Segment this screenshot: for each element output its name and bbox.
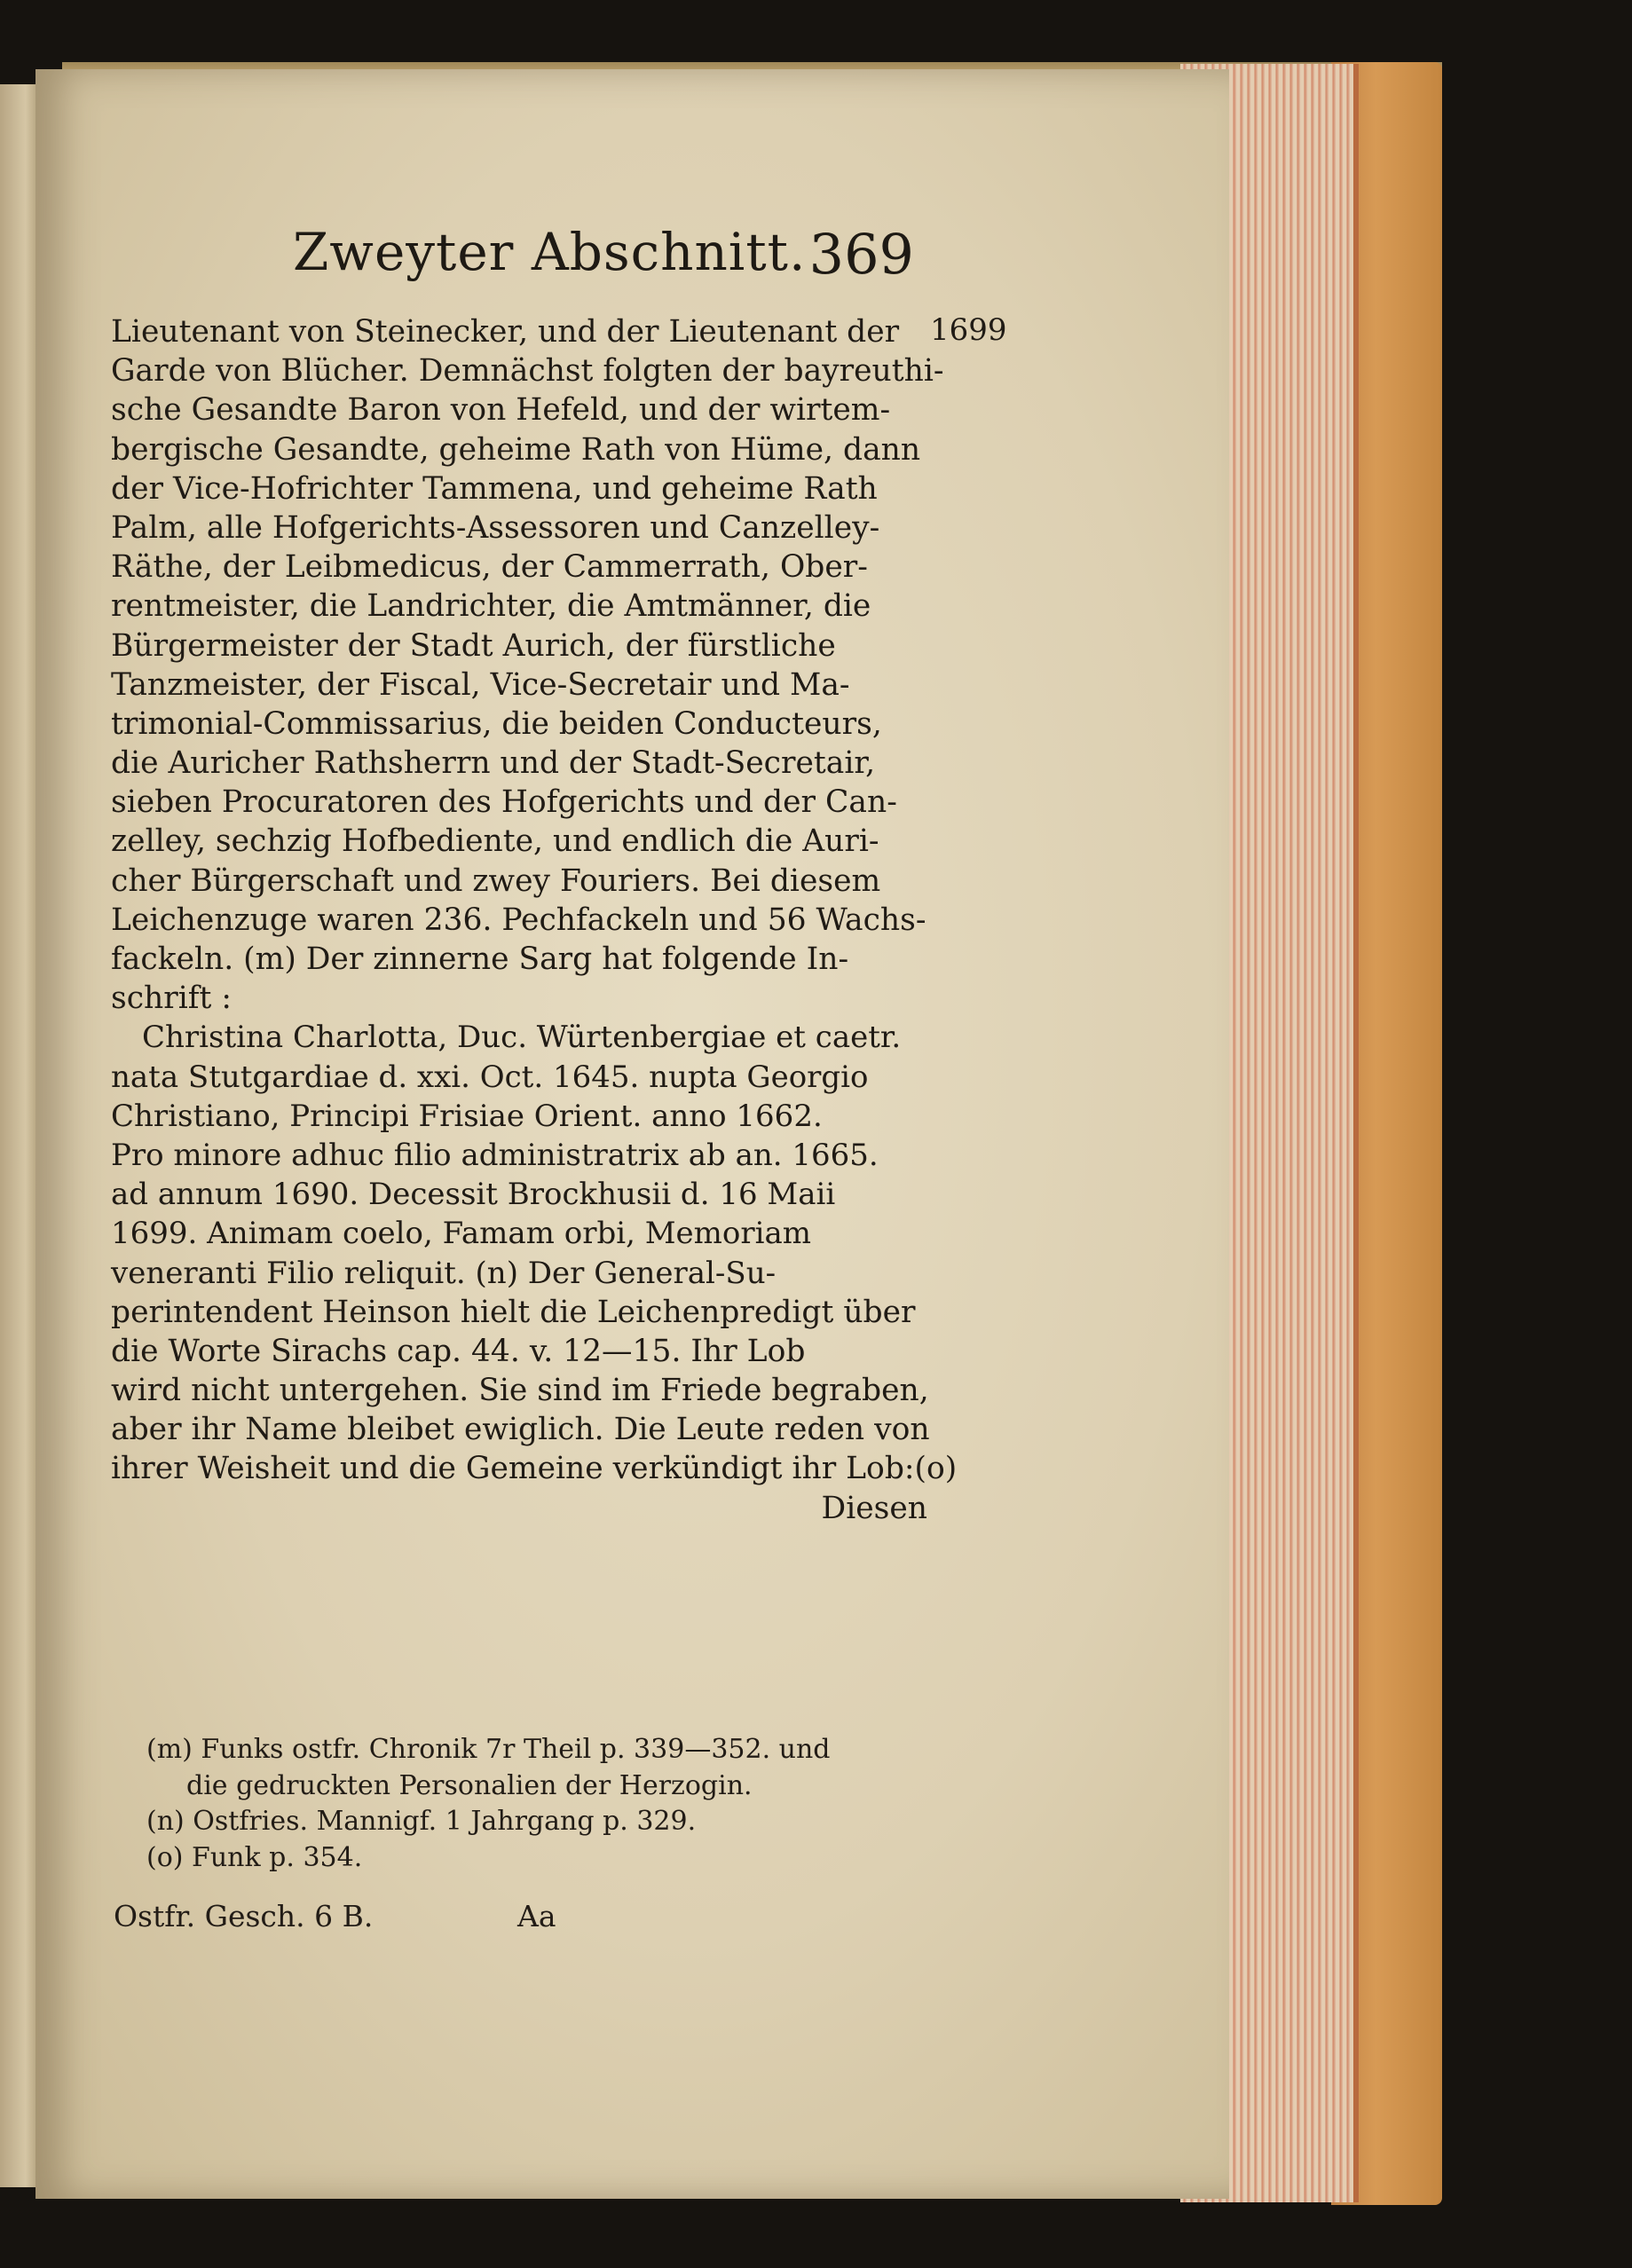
printer-signature <box>114 1899 611 1943</box>
text-line: sche Gesandte Baron von Hefeld, und der wirtem- <box>111 392 891 429</box>
signature-mark: Aa <box>517 1899 556 1933</box>
text-line: der Vice-Hofrichter Tammena, und geheime Rath <box>111 470 878 507</box>
text-line: Räthe, der Leibmedicus, der Cammerrath, Ober- <box>111 549 868 586</box>
text-line: cher Bürgerschaft und zwey Fouriers. Bei diesem <box>111 862 881 899</box>
text-line: rentmeister, die Landrichter, die Amtmänner, die <box>111 588 871 625</box>
text-line: Lieutenant von Steinecker, und der Lieutenant der <box>111 314 900 350</box>
main-text <box>111 312 958 1528</box>
text-line: Leichenzuge waren 236. Pechfackeln und 56 Wachs- <box>111 902 926 938</box>
inscription-line: 1699. Animam coelo, Famam orbi, Memoriam <box>111 1216 811 1252</box>
footnote-line: die gedruckten Personalien der Herzogin. <box>186 1769 753 1801</box>
signature-text: Ostfr. Gesch. 6 B. <box>114 1899 374 1933</box>
text-line: aber ihr Name bleibet ewiglich. Die Leute reden von <box>111 1412 930 1448</box>
text-line: trimonial-Commissarius, die beiden Conducteurs, <box>111 705 882 742</box>
text-line: wird nicht untergehen. Sie sind im Friede begraben, <box>111 1373 929 1409</box>
page-header <box>293 222 914 293</box>
text-line: Garde von Blücher. Demnächst folgten der bayreuthi- <box>111 353 944 390</box>
inscription-line: nata Stutgardiae d. xxi. Oct. 1645. nupta Georgio <box>111 1059 869 1095</box>
text-line: Palm, alle Hofgerichts-Assessoren und Canzelley- <box>111 509 880 546</box>
footnote-line: (n) Ostfries. Mannigf. 1 Jahrgang p. 329. <box>146 1806 697 1837</box>
footnote-line: (o) Funk p. 354. <box>146 1841 363 1873</box>
margin-note-year: 1699 <box>930 312 1007 348</box>
page-number: 369 <box>808 222 914 287</box>
text-line: fackeln. (m) Der zinnerne Sarg hat folgende In- <box>111 941 849 977</box>
footnotes <box>146 1732 927 1876</box>
text-line: Tanzmeister, der Fiscal, Vice-Secretair und Ma- <box>111 666 850 703</box>
catchword: Diesen <box>821 1490 927 1526</box>
text-line: perintendent Heinson hielt die Leichenpredigt über <box>111 1294 916 1330</box>
inscription-line: veneranti Filio reliquit. (n) Der General-Su- <box>111 1255 777 1291</box>
text-line: bergische Gesandte, geheime Rath von Hüme, dann <box>111 431 921 468</box>
text-line: die Auricher Rathsherrn und der Stadt-Secretair, <box>111 745 876 782</box>
inscription-line: Christiano, Principi Frisiae Orient. anno 1662. <box>111 1098 823 1134</box>
text-line: schrift : <box>111 980 232 1017</box>
text-line: zelley, sechzig Hofbediente, und endlich die Auri- <box>111 823 879 860</box>
inscription-line: Christina Charlotta, Duc. Würtenbergiae et caetr. <box>142 1020 902 1056</box>
inscription-line: ad annum 1690. Decessit Brockhusii d. 16 Maii <box>111 1177 836 1213</box>
footnote-line: (m) Funks ostfr. Chronik 7r Theil p. 339—352. und <box>146 1734 831 1765</box>
inscription-line: Pro minore adhuc filio administratrix ab an. 1665. <box>111 1137 879 1173</box>
text-line: sieben Procuratoren des Hofgerichts und der Can- <box>111 784 897 821</box>
running-title: Zweyter Abschnitt. <box>293 222 807 282</box>
text-line: Bürgermeister der Stadt Aurich, der fürstliche <box>111 627 836 664</box>
text-line: ihrer Weisheit und die Gemeine verkündigt ihr Lob:(o) <box>111 1451 958 1487</box>
text-line: die Worte Sirachs cap. 44. v. 12—15. Ihr Lob <box>111 1333 806 1369</box>
